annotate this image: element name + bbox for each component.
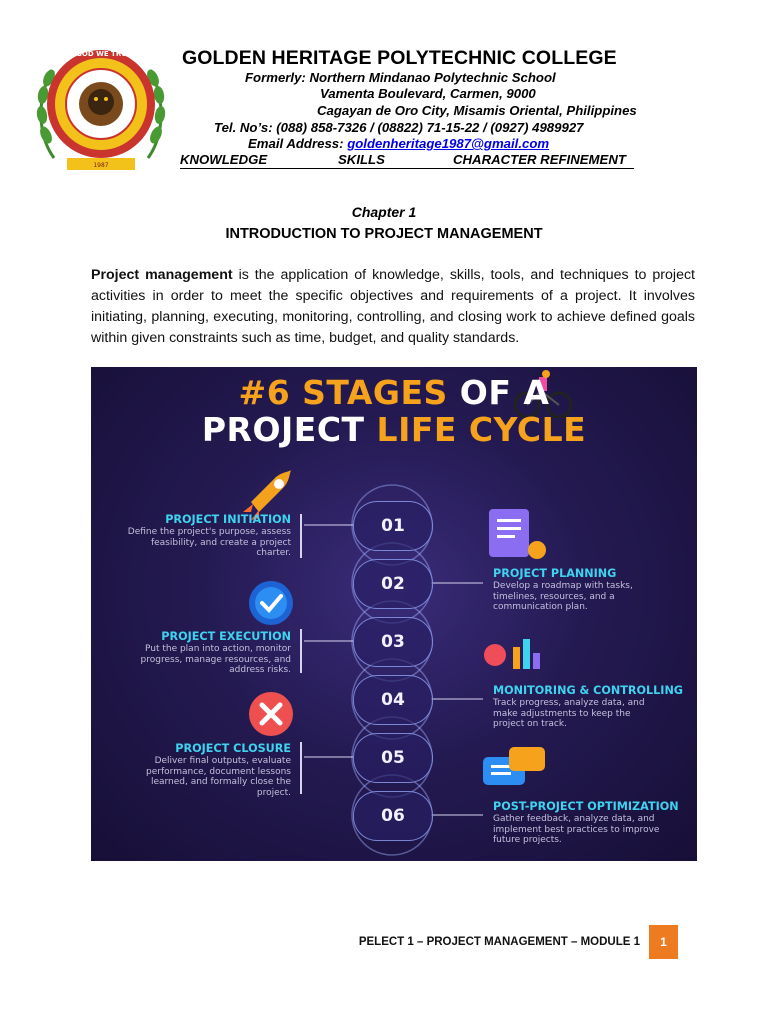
stage-title-optimization: POST-PROJECT OPTIMIZATION [493, 800, 679, 813]
telephone-line: Tel. No’s: (088) 858-7326 / (08822) 71-15-22 / (0927) 4989927 [214, 120, 584, 135]
stage-divider [300, 742, 302, 794]
close-badge-icon [249, 692, 293, 736]
stage-desc-initiation: Define the project's purpose, assess feasibility, and create a project charter. [127, 527, 291, 558]
stage-divider [300, 514, 302, 558]
footer-module-label: PELECT 1 – PROJECT MANAGEMENT – MODULE 1 [358, 936, 640, 948]
title-project: PROJECT [201, 410, 377, 449]
step-number: 04 [353, 675, 433, 725]
svg-text:IN GOD WE TRUST: IN GOD WE TRUST [65, 50, 137, 58]
college-name: GOLDEN HERITAGE POLYTECHNIC COLLEGE [182, 47, 617, 69]
step-number: 02 [353, 559, 433, 609]
stage-desc-optimization: Gather feedback, analyze data, and implement best practices to improve future projects. [493, 814, 660, 845]
stage-title-execution: PROJECT EXECUTION [161, 630, 291, 643]
infographic-title-line-2 [91, 410, 697, 450]
stage-desc-monitoring: Track progress, analyze data, and make adjustments to keep the project on track. [493, 698, 645, 729]
motto-knowledge: KNOWLEDGE [180, 152, 268, 167]
infographic-title-line-1 [91, 373, 697, 413]
motto-line [180, 152, 634, 169]
stage-title-closure: PROJECT CLOSURE [175, 742, 291, 755]
chapter-label: Chapter 1 [351, 204, 417, 220]
step-number: 06 [353, 791, 433, 841]
chat-bubbles-icon [483, 747, 545, 785]
title-six-stages: #6 STAGES [238, 373, 448, 412]
bar-chart-icon [484, 639, 540, 669]
stage-desc-execution: Put the plan into action, monitor progress, manage resources, and address risks. [140, 644, 291, 675]
chapter-title: INTRODUCTION TO PROJECT MANAGEMENT [225, 226, 543, 242]
email-link[interactable]: goldenheritage1987@gmail.com [347, 136, 550, 151]
stage-desc-closure: Deliver final outputs, evaluate performance, document lessons learned, and formally close the project. [146, 756, 291, 798]
college-seal [34, 40, 168, 174]
stage-desc-planning: Develop a roadmap with tasks, timelines, resources, and a communication plan. [493, 581, 633, 612]
address-line-1: Vamenta Boulevard, Carmen, 9000 [320, 86, 536, 101]
address-line-2: Cagayan de Oro City, Misamis Oriental, Philippines [317, 103, 637, 118]
term-bold: Project management [91, 267, 233, 283]
email-label: Email Address: [248, 136, 348, 151]
paragraph-body: is the application of knowledge, skills, tools, and techniques to project activities in order to meet the specific objectives and requirements of a project. It involves initiating, planning, executing, monitoring, controlling, and closing work to achieve defined goals within given constraints such as time, budget, and quality standards. [91, 267, 695, 346]
check-badge-icon [249, 581, 293, 625]
step-number: 05 [353, 733, 433, 783]
stage-title-initiation: PROJECT INITIATION [165, 513, 291, 526]
title-life-cycle: LIFE CYCLE [376, 410, 587, 449]
svg-text:1987: 1987 [93, 162, 109, 169]
step-number: 03 [353, 617, 433, 667]
email-line [248, 136, 549, 151]
planning-document-icon [489, 509, 546, 559]
motto-character: CHARACTER REFINEMENT [453, 152, 626, 167]
project-life-cycle-infographic [91, 367, 697, 861]
formerly-line: Formerly: Northern Mindanao Polytechnic School [245, 70, 556, 85]
motto-skills: SKILLS [338, 152, 385, 167]
page-number: 1 [649, 925, 678, 959]
stage-divider [300, 629, 302, 673]
title-of-a: OF A [447, 373, 550, 412]
stage-title-monitoring: MONITORING & CONTROLLING [493, 684, 683, 697]
intro-paragraph [91, 265, 695, 349]
stage-title-planning: PROJECT PLANNING [493, 567, 617, 580]
step-number: 01 [353, 501, 433, 551]
